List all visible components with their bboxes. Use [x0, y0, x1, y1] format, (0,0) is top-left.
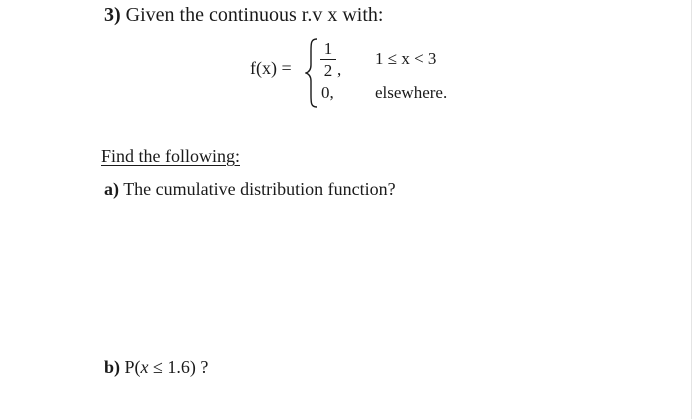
- fraction-denominator: 2: [323, 61, 333, 80]
- pdf-label: f(x) =: [250, 58, 292, 78]
- part-b-rest: ≤ 1.6) ?: [148, 357, 209, 377]
- pdf-case2-condition: elsewhere.: [375, 83, 448, 102]
- part-a: [104, 179, 396, 200]
- question-text: Given the continuous r.v x with:: [125, 4, 384, 26]
- piecewise-brace-icon: [305, 37, 319, 109]
- part-b-label: b): [104, 357, 121, 377]
- pdf-case1-condition: 1 ≤ x < 3: [375, 49, 437, 68]
- fraction-numerator: 1: [323, 39, 333, 58]
- part-a-text: The cumulative distribution function?: [123, 179, 396, 199]
- part-b-variable: x: [140, 357, 149, 377]
- part-b-prefix: P(: [124, 357, 141, 377]
- question-number: 3): [104, 4, 121, 26]
- pdf-fraction: [320, 40, 336, 80]
- page-edge-line: [691, 0, 692, 419]
- part-a-label: a): [104, 179, 119, 199]
- part-b: [104, 357, 208, 378]
- question-heading: [104, 4, 383, 27]
- fraction-comma: ,: [337, 60, 342, 79]
- find-heading: Find the following:: [101, 146, 240, 166]
- fraction-bar: [320, 59, 336, 60]
- pdf-case2-value: 0,: [321, 83, 334, 102]
